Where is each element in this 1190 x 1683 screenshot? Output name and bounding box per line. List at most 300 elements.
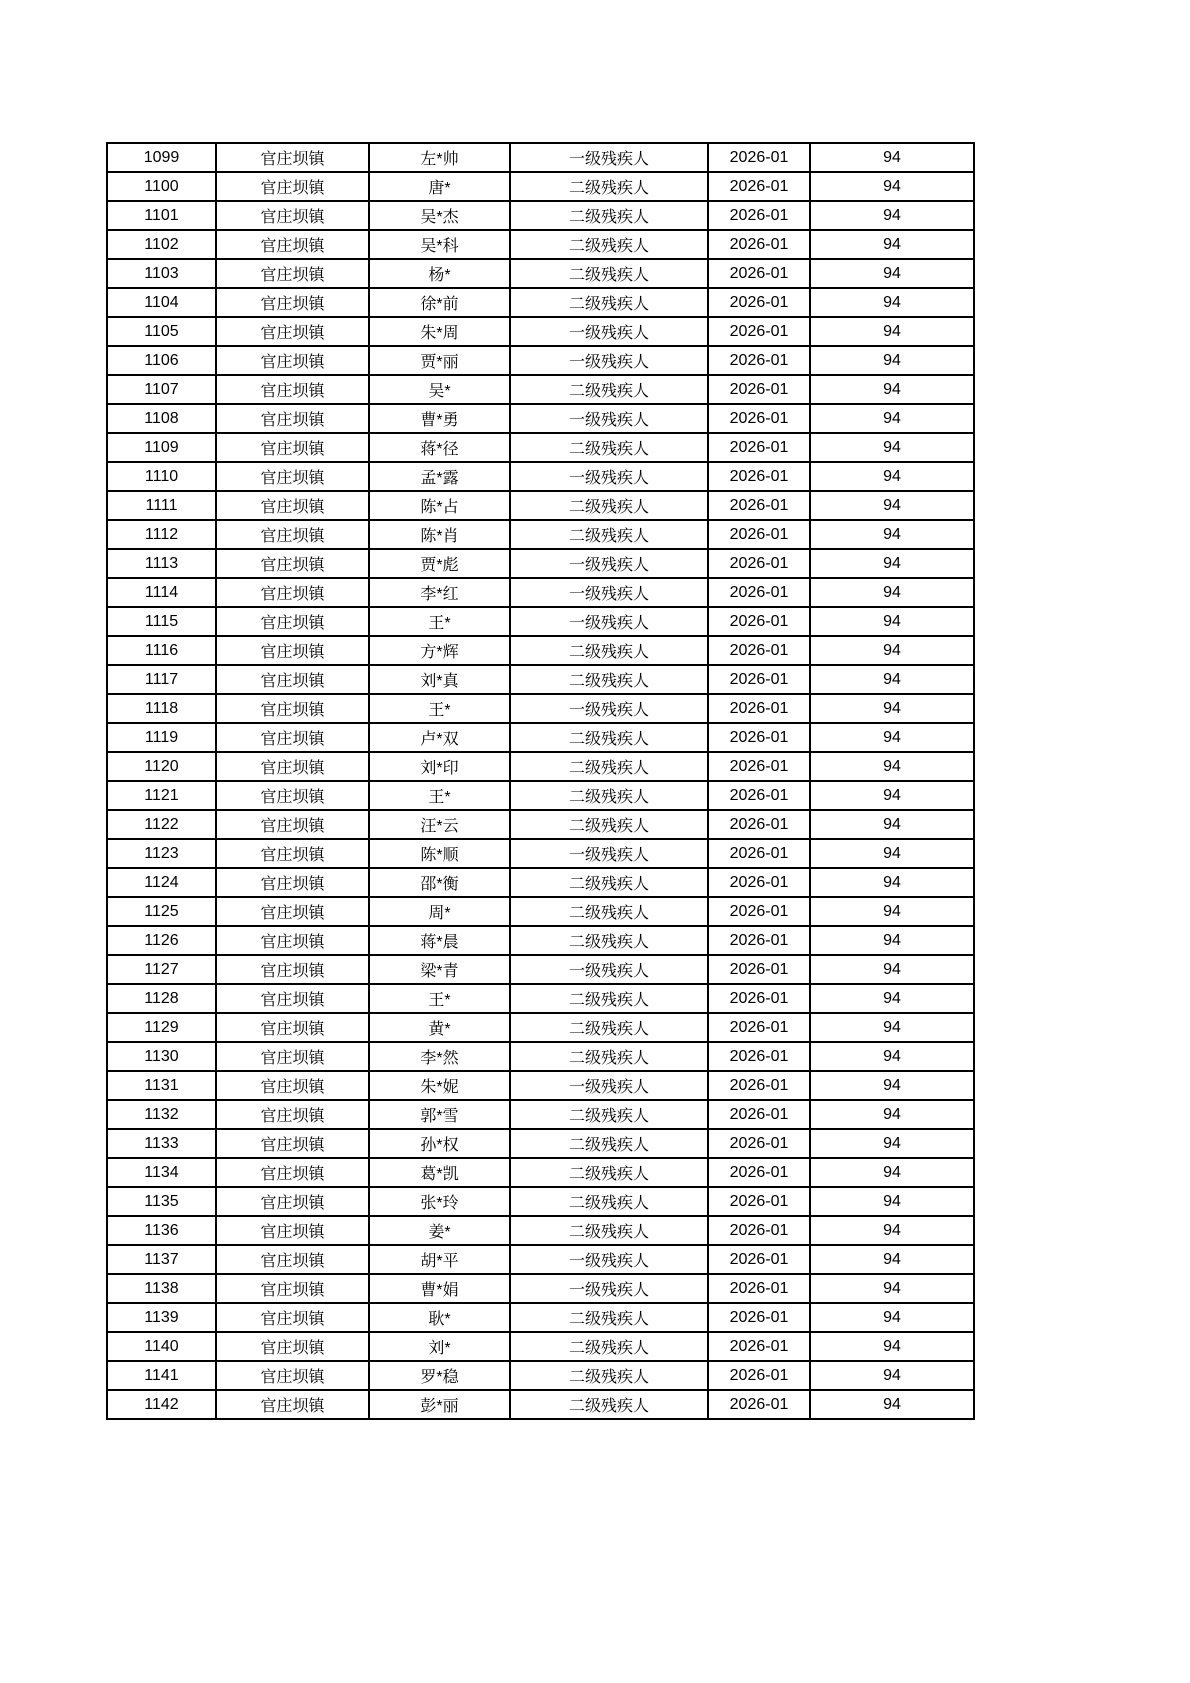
- month-cell: 2026-01: [708, 433, 810, 462]
- town-cell: 官庄坝镇: [216, 984, 369, 1013]
- month-cell: 2026-01: [708, 172, 810, 201]
- seq-cell: 1124: [107, 868, 216, 897]
- amount-cell: 94: [810, 549, 974, 578]
- table-row: [107, 955, 974, 984]
- seq-cell: 1126: [107, 926, 216, 955]
- table-row: [107, 404, 974, 433]
- table-row: [107, 636, 974, 665]
- amount-cell: 94: [810, 868, 974, 897]
- amount-cell: 94: [810, 143, 974, 172]
- amount-cell: 94: [810, 1158, 974, 1187]
- name-cell: 汪*云: [369, 810, 510, 839]
- town-cell: 官庄坝镇: [216, 1216, 369, 1245]
- name-cell: 吴*: [369, 375, 510, 404]
- table-row: [107, 868, 974, 897]
- level-cell: 二级残疾人: [510, 1390, 708, 1419]
- table-row: [107, 172, 974, 201]
- table-row: [107, 781, 974, 810]
- month-cell: 2026-01: [708, 143, 810, 172]
- month-cell: 2026-01: [708, 1361, 810, 1390]
- seq-cell: 1112: [107, 520, 216, 549]
- table-row: [107, 607, 974, 636]
- seq-cell: 1113: [107, 549, 216, 578]
- amount-cell: 94: [810, 839, 974, 868]
- table-row: [107, 520, 974, 549]
- name-cell: 贾*彪: [369, 549, 510, 578]
- level-cell: 二级残疾人: [510, 1361, 708, 1390]
- name-cell: 唐*: [369, 172, 510, 201]
- table-row: [107, 375, 974, 404]
- town-cell: 官庄坝镇: [216, 201, 369, 230]
- amount-cell: 94: [810, 201, 974, 230]
- town-cell: 官庄坝镇: [216, 1332, 369, 1361]
- town-cell: 官庄坝镇: [216, 607, 369, 636]
- amount-cell: 94: [810, 1216, 974, 1245]
- month-cell: 2026-01: [708, 781, 810, 810]
- seq-cell: 1103: [107, 259, 216, 288]
- town-cell: 官庄坝镇: [216, 1303, 369, 1332]
- level-cell: 二级残疾人: [510, 375, 708, 404]
- level-cell: 二级残疾人: [510, 201, 708, 230]
- name-cell: 彭*丽: [369, 1390, 510, 1419]
- amount-cell: 94: [810, 1303, 974, 1332]
- month-cell: 2026-01: [708, 723, 810, 752]
- seq-cell: 1109: [107, 433, 216, 462]
- seq-cell: 1108: [107, 404, 216, 433]
- seq-cell: 1117: [107, 665, 216, 694]
- name-cell: 左*帅: [369, 143, 510, 172]
- month-cell: 2026-01: [708, 636, 810, 665]
- town-cell: 官庄坝镇: [216, 1071, 369, 1100]
- town-cell: 官庄坝镇: [216, 1187, 369, 1216]
- level-cell: 二级残疾人: [510, 1332, 708, 1361]
- table-row: [107, 462, 974, 491]
- level-cell: 二级残疾人: [510, 433, 708, 462]
- town-cell: 官庄坝镇: [216, 1042, 369, 1071]
- name-cell: 王*: [369, 607, 510, 636]
- table-row: [107, 1071, 974, 1100]
- name-cell: 刘*印: [369, 752, 510, 781]
- name-cell: 王*: [369, 984, 510, 1013]
- amount-cell: 94: [810, 1013, 974, 1042]
- name-cell: 卢*双: [369, 723, 510, 752]
- name-cell: 姜*: [369, 1216, 510, 1245]
- level-cell: 一级残疾人: [510, 607, 708, 636]
- seq-cell: 1122: [107, 810, 216, 839]
- table-body: [107, 143, 974, 1419]
- seq-cell: 1121: [107, 781, 216, 810]
- level-cell: 二级残疾人: [510, 1303, 708, 1332]
- name-cell: 徐*前: [369, 288, 510, 317]
- table-row: [107, 1361, 974, 1390]
- month-cell: 2026-01: [708, 607, 810, 636]
- level-cell: 一级残疾人: [510, 1071, 708, 1100]
- table-row: [107, 1274, 974, 1303]
- town-cell: 官庄坝镇: [216, 520, 369, 549]
- seq-cell: 1136: [107, 1216, 216, 1245]
- town-cell: 官庄坝镇: [216, 723, 369, 752]
- name-cell: 蒋*径: [369, 433, 510, 462]
- amount-cell: 94: [810, 288, 974, 317]
- name-cell: 郭*雪: [369, 1100, 510, 1129]
- level-cell: 二级残疾人: [510, 781, 708, 810]
- level-cell: 二级残疾人: [510, 636, 708, 665]
- seq-cell: 1115: [107, 607, 216, 636]
- town-cell: 官庄坝镇: [216, 694, 369, 723]
- town-cell: 官庄坝镇: [216, 636, 369, 665]
- name-cell: 朱*周: [369, 317, 510, 346]
- amount-cell: 94: [810, 636, 974, 665]
- table-row: [107, 578, 974, 607]
- name-cell: 曹*娟: [369, 1274, 510, 1303]
- amount-cell: 94: [810, 317, 974, 346]
- seq-cell: 1119: [107, 723, 216, 752]
- amount-cell: 94: [810, 1274, 974, 1303]
- month-cell: 2026-01: [708, 694, 810, 723]
- month-cell: 2026-01: [708, 897, 810, 926]
- name-cell: 邵*衡: [369, 868, 510, 897]
- level-cell: 二级残疾人: [510, 665, 708, 694]
- level-cell: 二级残疾人: [510, 259, 708, 288]
- seq-cell: 1123: [107, 839, 216, 868]
- table-row: [107, 1390, 974, 1419]
- amount-cell: 94: [810, 1071, 974, 1100]
- table-row: [107, 317, 974, 346]
- level-cell: 二级残疾人: [510, 491, 708, 520]
- town-cell: 官庄坝镇: [216, 143, 369, 172]
- seq-cell: 1127: [107, 955, 216, 984]
- table-row: [107, 1158, 974, 1187]
- level-cell: 二级残疾人: [510, 897, 708, 926]
- seq-cell: 1101: [107, 201, 216, 230]
- name-cell: 陈*占: [369, 491, 510, 520]
- month-cell: 2026-01: [708, 1013, 810, 1042]
- town-cell: 官庄坝镇: [216, 1158, 369, 1187]
- month-cell: 2026-01: [708, 201, 810, 230]
- name-cell: 蒋*晨: [369, 926, 510, 955]
- level-cell: 一级残疾人: [510, 346, 708, 375]
- level-cell: 二级残疾人: [510, 984, 708, 1013]
- town-cell: 官庄坝镇: [216, 1100, 369, 1129]
- table-row: [107, 230, 974, 259]
- town-cell: 官庄坝镇: [216, 317, 369, 346]
- level-cell: 二级残疾人: [510, 810, 708, 839]
- month-cell: 2026-01: [708, 984, 810, 1013]
- month-cell: 2026-01: [708, 752, 810, 781]
- name-cell: 罗*稳: [369, 1361, 510, 1390]
- amount-cell: 94: [810, 984, 974, 1013]
- level-cell: 二级残疾人: [510, 1158, 708, 1187]
- amount-cell: 94: [810, 433, 974, 462]
- amount-cell: 94: [810, 578, 974, 607]
- level-cell: 二级残疾人: [510, 1216, 708, 1245]
- amount-cell: 94: [810, 607, 974, 636]
- month-cell: 2026-01: [708, 868, 810, 897]
- month-cell: 2026-01: [708, 1100, 810, 1129]
- town-cell: 官庄坝镇: [216, 259, 369, 288]
- table-row: [107, 752, 974, 781]
- amount-cell: 94: [810, 462, 974, 491]
- month-cell: 2026-01: [708, 1071, 810, 1100]
- level-cell: 二级残疾人: [510, 230, 708, 259]
- month-cell: 2026-01: [708, 1129, 810, 1158]
- seq-cell: 1134: [107, 1158, 216, 1187]
- month-cell: 2026-01: [708, 578, 810, 607]
- name-cell: 李*然: [369, 1042, 510, 1071]
- level-cell: 二级残疾人: [510, 752, 708, 781]
- town-cell: 官庄坝镇: [216, 1390, 369, 1419]
- amount-cell: 94: [810, 1332, 974, 1361]
- amount-cell: 94: [810, 375, 974, 404]
- town-cell: 官庄坝镇: [216, 230, 369, 259]
- amount-cell: 94: [810, 897, 974, 926]
- amount-cell: 94: [810, 1129, 974, 1158]
- seq-cell: 1133: [107, 1129, 216, 1158]
- name-cell: 方*辉: [369, 636, 510, 665]
- month-cell: 2026-01: [708, 1216, 810, 1245]
- name-cell: 李*红: [369, 578, 510, 607]
- town-cell: 官庄坝镇: [216, 549, 369, 578]
- level-cell: 一级残疾人: [510, 839, 708, 868]
- amount-cell: 94: [810, 230, 974, 259]
- table-row: [107, 201, 974, 230]
- amount-cell: 94: [810, 694, 974, 723]
- name-cell: 王*: [369, 781, 510, 810]
- seq-cell: 1135: [107, 1187, 216, 1216]
- table-row: [107, 897, 974, 926]
- level-cell: 二级残疾人: [510, 1042, 708, 1071]
- town-cell: 官庄坝镇: [216, 1245, 369, 1274]
- month-cell: 2026-01: [708, 926, 810, 955]
- level-cell: 一级残疾人: [510, 694, 708, 723]
- name-cell: 孙*权: [369, 1129, 510, 1158]
- level-cell: 二级残疾人: [510, 1100, 708, 1129]
- level-cell: 二级残疾人: [510, 1013, 708, 1042]
- month-cell: 2026-01: [708, 1332, 810, 1361]
- amount-cell: 94: [810, 1390, 974, 1419]
- table-row: [107, 346, 974, 375]
- level-cell: 一级残疾人: [510, 578, 708, 607]
- table-row: [107, 1100, 974, 1129]
- month-cell: 2026-01: [708, 1245, 810, 1274]
- seq-cell: 1110: [107, 462, 216, 491]
- table-row: [107, 491, 974, 520]
- town-cell: 官庄坝镇: [216, 346, 369, 375]
- name-cell: 刘*: [369, 1332, 510, 1361]
- table-row: [107, 288, 974, 317]
- seq-cell: 1141: [107, 1361, 216, 1390]
- seq-cell: 1131: [107, 1071, 216, 1100]
- name-cell: 梁*青: [369, 955, 510, 984]
- seq-cell: 1100: [107, 172, 216, 201]
- name-cell: 曹*勇: [369, 404, 510, 433]
- table-row: [107, 1013, 974, 1042]
- table-row: [107, 839, 974, 868]
- seq-cell: 1116: [107, 636, 216, 665]
- month-cell: 2026-01: [708, 1187, 810, 1216]
- name-cell: 耿*: [369, 1303, 510, 1332]
- month-cell: 2026-01: [708, 810, 810, 839]
- month-cell: 2026-01: [708, 317, 810, 346]
- seq-cell: 1142: [107, 1390, 216, 1419]
- amount-cell: 94: [810, 491, 974, 520]
- month-cell: 2026-01: [708, 839, 810, 868]
- month-cell: 2026-01: [708, 462, 810, 491]
- town-cell: 官庄坝镇: [216, 433, 369, 462]
- table-row: [107, 665, 974, 694]
- town-cell: 官庄坝镇: [216, 375, 369, 404]
- table-row: [107, 694, 974, 723]
- table-row: [107, 259, 974, 288]
- town-cell: 官庄坝镇: [216, 1361, 369, 1390]
- name-cell: 刘*真: [369, 665, 510, 694]
- name-cell: 杨*: [369, 259, 510, 288]
- name-cell: 胡*平: [369, 1245, 510, 1274]
- town-cell: 官庄坝镇: [216, 172, 369, 201]
- table-row: [107, 433, 974, 462]
- name-cell: 陈*肖: [369, 520, 510, 549]
- seq-cell: 1137: [107, 1245, 216, 1274]
- amount-cell: 94: [810, 259, 974, 288]
- amount-cell: 94: [810, 926, 974, 955]
- seq-cell: 1125: [107, 897, 216, 926]
- month-cell: 2026-01: [708, 375, 810, 404]
- table-row: [107, 723, 974, 752]
- name-cell: 张*玲: [369, 1187, 510, 1216]
- seq-cell: 1111: [107, 491, 216, 520]
- table-row: [107, 984, 974, 1013]
- level-cell: 一级残疾人: [510, 1245, 708, 1274]
- name-cell: 葛*凯: [369, 1158, 510, 1187]
- town-cell: 官庄坝镇: [216, 462, 369, 491]
- seq-cell: 1102: [107, 230, 216, 259]
- town-cell: 官庄坝镇: [216, 752, 369, 781]
- town-cell: 官庄坝镇: [216, 839, 369, 868]
- level-cell: 二级残疾人: [510, 1187, 708, 1216]
- month-cell: 2026-01: [708, 259, 810, 288]
- town-cell: 官庄坝镇: [216, 926, 369, 955]
- town-cell: 官庄坝镇: [216, 491, 369, 520]
- month-cell: 2026-01: [708, 346, 810, 375]
- amount-cell: 94: [810, 752, 974, 781]
- amount-cell: 94: [810, 1187, 974, 1216]
- seq-cell: 1105: [107, 317, 216, 346]
- seq-cell: 1106: [107, 346, 216, 375]
- month-cell: 2026-01: [708, 288, 810, 317]
- seq-cell: 1139: [107, 1303, 216, 1332]
- seq-cell: 1114: [107, 578, 216, 607]
- seq-cell: 1138: [107, 1274, 216, 1303]
- month-cell: 2026-01: [708, 665, 810, 694]
- town-cell: 官庄坝镇: [216, 665, 369, 694]
- seq-cell: 1132: [107, 1100, 216, 1129]
- amount-cell: 94: [810, 172, 974, 201]
- town-cell: 官庄坝镇: [216, 897, 369, 926]
- amount-cell: 94: [810, 955, 974, 984]
- level-cell: 二级残疾人: [510, 868, 708, 897]
- level-cell: 一级残疾人: [510, 1274, 708, 1303]
- amount-cell: 94: [810, 665, 974, 694]
- name-cell: 吴*杰: [369, 201, 510, 230]
- month-cell: 2026-01: [708, 404, 810, 433]
- disability-allowance-table: [106, 142, 975, 1420]
- table-row: [107, 1332, 974, 1361]
- table-row: [107, 1303, 974, 1332]
- seq-cell: 1140: [107, 1332, 216, 1361]
- amount-cell: 94: [810, 1042, 974, 1071]
- table-row: [107, 549, 974, 578]
- level-cell: 二级残疾人: [510, 1129, 708, 1158]
- name-cell: 陈*顺: [369, 839, 510, 868]
- town-cell: 官庄坝镇: [216, 1129, 369, 1158]
- table-row: [107, 926, 974, 955]
- table-row: [107, 143, 974, 172]
- seq-cell: 1129: [107, 1013, 216, 1042]
- month-cell: 2026-01: [708, 1042, 810, 1071]
- level-cell: 二级残疾人: [510, 520, 708, 549]
- name-cell: 周*: [369, 897, 510, 926]
- level-cell: 二级残疾人: [510, 288, 708, 317]
- town-cell: 官庄坝镇: [216, 288, 369, 317]
- table-row: [107, 1245, 974, 1274]
- amount-cell: 94: [810, 1100, 974, 1129]
- town-cell: 官庄坝镇: [216, 1013, 369, 1042]
- town-cell: 官庄坝镇: [216, 955, 369, 984]
- amount-cell: 94: [810, 520, 974, 549]
- name-cell: 王*: [369, 694, 510, 723]
- seq-cell: 1128: [107, 984, 216, 1013]
- month-cell: 2026-01: [708, 230, 810, 259]
- table-row: [107, 1129, 974, 1158]
- level-cell: 一级残疾人: [510, 549, 708, 578]
- level-cell: 二级残疾人: [510, 723, 708, 752]
- seq-cell: 1130: [107, 1042, 216, 1071]
- town-cell: 官庄坝镇: [216, 868, 369, 897]
- month-cell: 2026-01: [708, 955, 810, 984]
- level-cell: 一级残疾人: [510, 317, 708, 346]
- seq-cell: 1099: [107, 143, 216, 172]
- amount-cell: 94: [810, 404, 974, 433]
- month-cell: 2026-01: [708, 520, 810, 549]
- month-cell: 2026-01: [708, 1274, 810, 1303]
- month-cell: 2026-01: [708, 1303, 810, 1332]
- name-cell: 黄*: [369, 1013, 510, 1042]
- amount-cell: 94: [810, 1245, 974, 1274]
- level-cell: 一级残疾人: [510, 404, 708, 433]
- month-cell: 2026-01: [708, 1390, 810, 1419]
- amount-cell: 94: [810, 810, 974, 839]
- table-row: [107, 1187, 974, 1216]
- town-cell: 官庄坝镇: [216, 404, 369, 433]
- seq-cell: 1118: [107, 694, 216, 723]
- name-cell: 贾*丽: [369, 346, 510, 375]
- amount-cell: 94: [810, 1361, 974, 1390]
- level-cell: 二级残疾人: [510, 926, 708, 955]
- amount-cell: 94: [810, 781, 974, 810]
- seq-cell: 1107: [107, 375, 216, 404]
- town-cell: 官庄坝镇: [216, 810, 369, 839]
- level-cell: 二级残疾人: [510, 172, 708, 201]
- name-cell: 孟*露: [369, 462, 510, 491]
- town-cell: 官庄坝镇: [216, 1274, 369, 1303]
- table-row: [107, 1216, 974, 1245]
- amount-cell: 94: [810, 346, 974, 375]
- table-row: [107, 1042, 974, 1071]
- seq-cell: 1120: [107, 752, 216, 781]
- month-cell: 2026-01: [708, 1158, 810, 1187]
- town-cell: 官庄坝镇: [216, 578, 369, 607]
- name-cell: 朱*妮: [369, 1071, 510, 1100]
